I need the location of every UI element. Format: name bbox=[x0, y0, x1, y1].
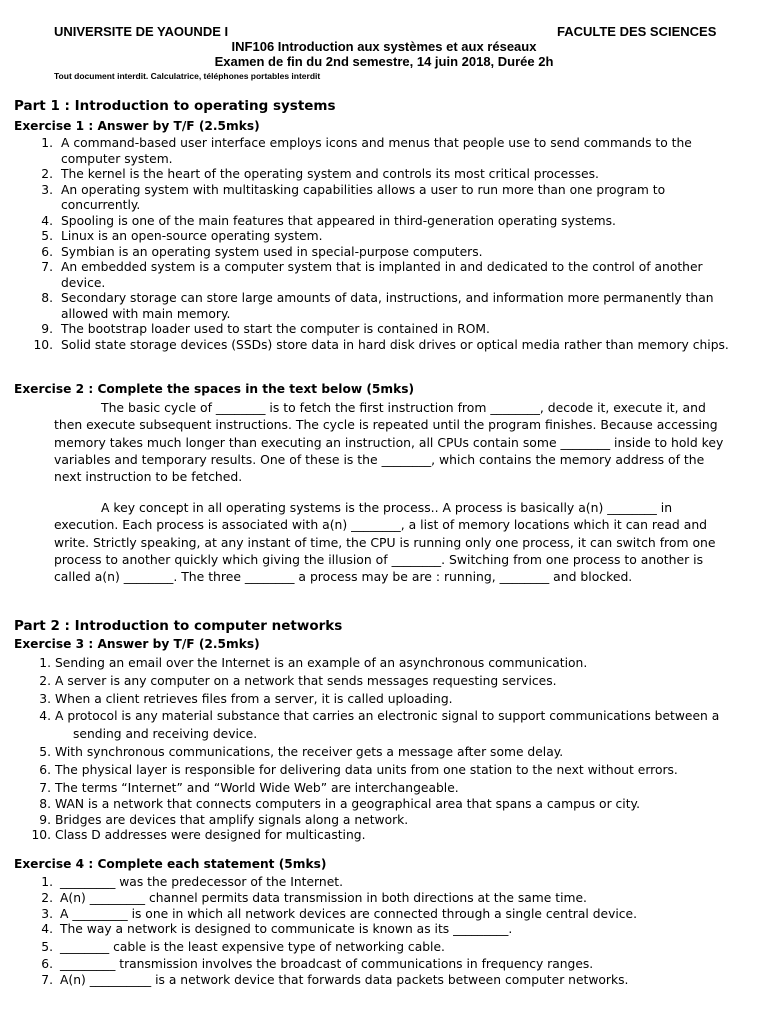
item-number: 3. bbox=[41, 906, 53, 921]
exercise3-title: Exercise 3 : Answer by T/F (2.5mks) bbox=[14, 637, 260, 651]
item-number: 2. bbox=[39, 673, 51, 688]
exercise2-title: Exercise 2 : Complete the spaces in the text below (5mks) bbox=[14, 382, 415, 396]
list-item bbox=[14, 691, 744, 709]
item-text: _________ transmission involves the broadcast of communications in frequency ranges. bbox=[60, 957, 594, 972]
list-item bbox=[14, 875, 744, 891]
item-text: The terms “Internet” and “World Wide Web” are interchangeable. bbox=[55, 780, 459, 795]
item-text: The physical layer is responsible for delivering data units from one station to the next without errors. bbox=[55, 762, 678, 777]
item-number: 6. bbox=[39, 762, 51, 777]
exam-info: Examen de fin du 2nd semestre, 14 juin 2018, Durée 2h bbox=[214, 54, 554, 69]
list-item bbox=[14, 972, 744, 988]
exercise3-list bbox=[14, 655, 744, 844]
list-item bbox=[14, 922, 744, 938]
list-item bbox=[14, 828, 744, 844]
item-number: 3. bbox=[39, 691, 51, 706]
item-text: _________ was the predecessor of the Internet. bbox=[60, 875, 343, 889]
item-text: Class D addresses were designed for multicasting. bbox=[55, 828, 366, 843]
list-item bbox=[14, 907, 744, 923]
list-item bbox=[14, 938, 744, 956]
item-number: 5. bbox=[41, 229, 53, 243]
paragraph-text: The basic cycle of ________ is to fetch the first instruction from ________, decode it, execute it, and then execute subsequent instructions. The cycle is repeated until the program finishes. Because accessing memory takes much longer than executing an instruction, all CPUs contain some ________ inside to hold key variables and temporary results. One of these is the ________, which contains the memory address of the next instruction to be fetched. bbox=[54, 400, 724, 485]
item-text: Bridges are devices that amplify signals along a network. bbox=[55, 812, 409, 827]
item-text: A _________ is one in which all network devices are connected through a single central device. bbox=[60, 906, 638, 921]
list-item bbox=[14, 260, 739, 291]
item-number: 6. bbox=[41, 244, 53, 259]
item-text-continued: sending and receiving device. bbox=[73, 727, 258, 742]
exercise4-title: Exercise 4 : Complete each statement (5mks) bbox=[14, 857, 327, 871]
item-text: Sending an email over the Internet is an example of an asynchronous communication. bbox=[55, 656, 588, 670]
item-text: A protocol is any material substance that carries an electronic signal to support communications between a bbox=[55, 709, 720, 724]
item-text: The bootstrap loader used to start the computer is contained in ROM. bbox=[61, 322, 490, 336]
list-item bbox=[14, 167, 739, 183]
list-item bbox=[14, 891, 744, 907]
item-text: A command-based user interface employs icons and menus that people use to send commands to the computer system. bbox=[61, 136, 692, 166]
item-text: WAN is a network that connects computers in a geographical area that spans a campus or city. bbox=[55, 797, 640, 812]
list-item bbox=[14, 136, 739, 167]
item-text: An embedded system is a computer system that is implanted in and dedicated to the control of another device. bbox=[61, 260, 703, 290]
list-item bbox=[14, 797, 744, 813]
item-text: An operating system with multitasking capabilities allows a user to run more than one program to concurrently. bbox=[61, 182, 666, 212]
item-number: 10. bbox=[31, 828, 51, 843]
course-title: INF106 Introduction aux systèmes et aux réseaux bbox=[231, 39, 537, 54]
item-number: 7. bbox=[39, 780, 51, 795]
item-text: Spooling is one of the main features that appeared in third-generation operating systems. bbox=[61, 213, 616, 228]
item-number: 9. bbox=[41, 322, 53, 336]
list-item bbox=[14, 338, 739, 354]
exercise4-list bbox=[14, 875, 744, 988]
item-text: Secondary storage can store large amounts of data, instructions, and information more permanently than allowed with main memory. bbox=[61, 291, 714, 321]
list-item bbox=[14, 183, 739, 214]
list-item bbox=[14, 214, 739, 230]
item-number: 1. bbox=[39, 656, 51, 670]
item-text: When a client retrieves files from a server, it is called uploading. bbox=[55, 691, 453, 706]
item-text: Solid state storage devices (SSDs) store data in hard disk drives or optical media rather than memory chips. bbox=[61, 337, 729, 352]
item-number: 5. bbox=[39, 744, 51, 759]
exam-rules: Tout document interdit. Calculatrice, téléphones portables interdit bbox=[54, 71, 321, 81]
item-number: 9. bbox=[39, 812, 51, 827]
item-number: 3. bbox=[41, 182, 53, 197]
item-text: A server is any computer on a network that sends messages requesting services. bbox=[55, 673, 557, 688]
item-number: 2. bbox=[41, 890, 53, 905]
university-name: UNIVERSITE DE YAOUNDE I bbox=[54, 24, 229, 39]
item-text: A(n) _________ channel permits data transmission in both directions at the same time. bbox=[60, 890, 587, 905]
exercise2-paragraph-1 bbox=[54, 399, 734, 485]
list-item bbox=[14, 780, 744, 798]
item-number: 4. bbox=[39, 709, 51, 724]
item-text: The way a network is designed to communicate is known as its _________. bbox=[60, 922, 513, 937]
list-item bbox=[14, 708, 744, 744]
item-text: ________ cable is the least expensive type of networking cable. bbox=[60, 940, 445, 955]
item-text: Symbian is an operating system used in special-purpose computers. bbox=[61, 244, 483, 259]
item-number: 10. bbox=[33, 337, 53, 352]
list-item bbox=[14, 229, 739, 245]
exercise2-paragraph-2 bbox=[54, 499, 734, 585]
item-text: The kernel is the heart of the operating system and controls its most critical processes. bbox=[61, 167, 599, 181]
list-item bbox=[14, 813, 744, 829]
list-item bbox=[14, 762, 744, 780]
list-item bbox=[14, 322, 739, 338]
item-number: 1. bbox=[41, 136, 53, 150]
item-text: Linux is an open-source operating system. bbox=[61, 229, 323, 243]
list-item bbox=[14, 673, 744, 691]
exercise1-list bbox=[14, 136, 739, 353]
item-number: 7. bbox=[41, 260, 53, 274]
item-text: With synchronous communications, the receiver gets a message after some delay. bbox=[55, 744, 564, 759]
list-item bbox=[14, 956, 744, 972]
list-item bbox=[14, 291, 739, 322]
part2-title: Part 2 : Introduction to computer networks bbox=[14, 618, 343, 634]
item-text: A(n) __________ is a network device that forwards data packets between computer networks. bbox=[60, 973, 629, 988]
item-number: 7. bbox=[41, 973, 53, 988]
list-item bbox=[14, 655, 744, 673]
item-number: 6. bbox=[41, 957, 53, 972]
faculty-name: FACULTE DES SCIENCES bbox=[557, 24, 717, 39]
item-number: 8. bbox=[41, 291, 53, 305]
item-number: 1. bbox=[41, 875, 53, 889]
item-number: 4. bbox=[41, 922, 53, 937]
part1-title: Part 1 : Introduction to operating systems bbox=[14, 98, 336, 114]
item-number: 8. bbox=[39, 797, 51, 812]
item-number: 4. bbox=[41, 213, 53, 228]
item-number: 2. bbox=[41, 167, 53, 181]
list-item bbox=[14, 245, 739, 261]
list-item bbox=[14, 744, 744, 762]
item-number: 5. bbox=[41, 940, 53, 955]
paragraph-text: A key concept in all operating systems is the process.. A process is basically a(n) ________ in execution. Each process is associated with a(n) ________, a list of memory locations which it can read and write. Strictly speaking, at any instant of time, the CPU is running only one process, it can switch from one process to another quickly which giving the illusion of ________. Switching from one process to another is called a(n) ________. The three ________ a process may be are : running, ________ and blocked. bbox=[54, 500, 716, 585]
exercise1-title: Exercise 1 : Answer by T/F (2.5mks) bbox=[14, 119, 260, 133]
